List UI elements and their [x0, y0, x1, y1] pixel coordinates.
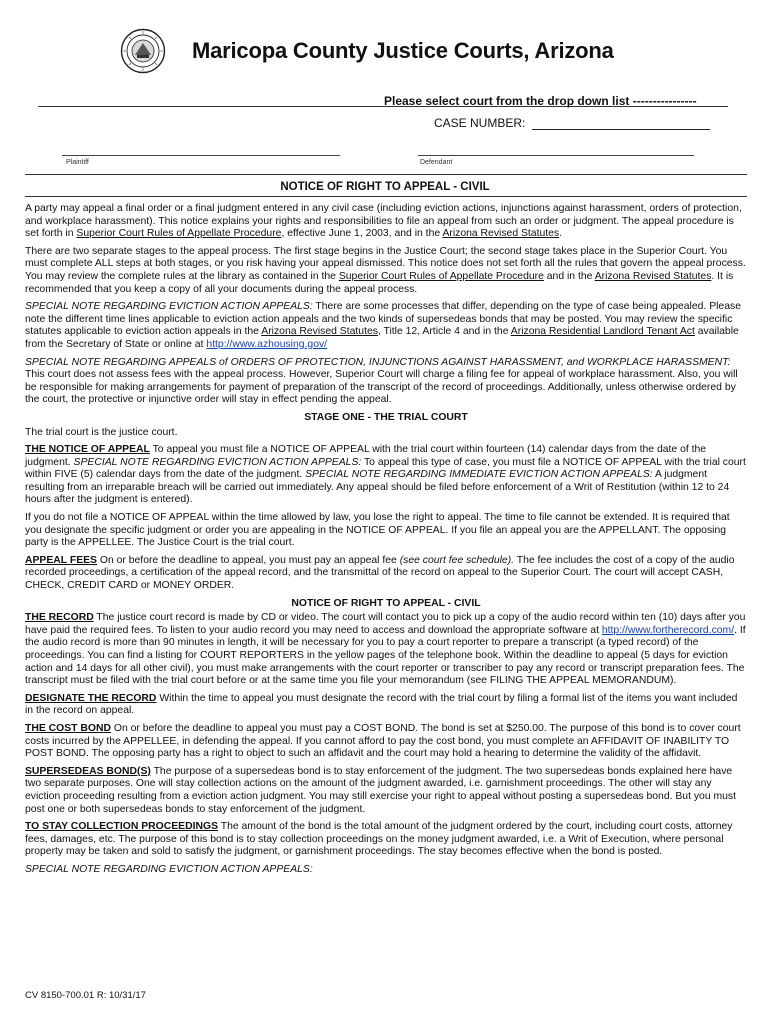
court-title: Maricopa County Justice Courts, Arizona	[192, 38, 614, 63]
appellate-rules-link[interactable]: Superior Court Rules of Appellate Procedure	[76, 228, 282, 240]
notice-body	[25, 203, 747, 882]
defendant-label: Defendant	[420, 159, 453, 166]
title-bottom-divider	[25, 196, 747, 197]
ars-link-2[interactable]: Arizona Revised Statutes	[594, 270, 712, 282]
designate-record-paragraph: DESIGNATE THE RECORD Within the time to appeal you must designate the record with the trial court by filing a formal list of the items you want included in the record on appeal.	[25, 692, 738, 717]
deadline-paragraph: If you do not file a NOTICE OF APPEAL within the time allowed by law, you lose the right to appeal. The time to file cannot be extended. It is required that you designate the specific judgment or order you are appealing in the NOTICE OF APPEAL. If you file an appeal you are the APPELLANT. The opposing party is the APPELLEE. The Justice Court is the trial court.	[25, 512, 730, 549]
plaintiff-field[interactable]	[62, 155, 340, 156]
appellate-rules-link-2[interactable]: Superior Court Rules of Appellate Procedure	[338, 270, 544, 282]
landlord-tenant-act-link[interactable]: Arizona Residential Landlord Tenant Act	[510, 326, 695, 338]
appeal-fees-paragraph: APPEAL FEES On or before the deadline to appeal, you must pay an appeal fee (see court fee schedule). The fee includes the cost of a copy of the audio recorded proceedings, a certification of the appeal record, and the transmittal of the record on appeal to the Superior Court. The court will accept CASH, CHECK, CREDIT CARD or MONEY ORDER.	[25, 554, 735, 592]
case-number-label: CASE NUMBER:	[434, 116, 526, 130]
notice-of-appeal-paragraph: THE NOTICE OF APPEAL To appeal you must file a NOTICE OF APPEAL with the trial court within fourteen (14) calendar days from the date of the judgment. SPECIAL NOTE REGARDING EVICTION ACTION APPEALS: To appeal this type of case, you must file a NOTICE OF APPEAL with the trial court within FIVE (5) calendar days from the date of the judgment. SPECIAL NOTE REGARDING IMMEDIATE EVICTION ACTION APPEALS: A judgment resulting from an irreparable breach will be carried out immediately. Any appeal should be filed before enforcement of a Writ of Restitution (within 12 to 24 hours after the judgment is entered).	[25, 444, 746, 506]
eviction-note-footer: SPECIAL NOTE REGARDING EVICTION ACTION APPEALS:	[25, 863, 313, 875]
stay-collection-paragraph: TO STAY COLLECTION PROCEEDINGS The amount of the bond is the total amount of the judgment ordered by the court, including court costs, attorney fees, damages, etc. The purpose of this bond is to stay collection proceedings on the money judgment awarded, i.e. a Writ of Execution, where personal property may be taken and sold to satisfy the judgment, or garnishment proceedings. The stay becomes effective when the bond is posted.	[25, 821, 733, 858]
ars-link[interactable]: Arizona Revised Statutes	[442, 228, 560, 240]
court-select-dropdown[interactable]: Please select court from the drop down list ----------------	[384, 94, 697, 108]
intro-paragraph: A party may appeal a final order or a final judgment entered in any civil case (including eviction actions, injunctions against harassment, orders of protection, and workplace harassment). This notice explains your rights and responsibilities to file an appeal from such an order or judgment. The appeal procedure is set forth in Superior Court Rules of Appellate Procedure, effective June 1, 2003, and in the Arizona Revised Statutes.	[25, 203, 742, 240]
stage-one-heading: STAGE ONE - THE TRIAL COURT	[304, 411, 468, 423]
fortherecord-url-link[interactable]: http://www.fortherecord.com/	[601, 624, 735, 636]
record-paragraph: THE RECORD The justice court record is made by CD or video. The court will contact you to pick up a copy of the audio record within ten (10) days after you have paid the required fees. To listen to your audio record you may need to access and download the appropriate software at http://www.fortherecord.com/. If the audio record is more than 90 minutes in length, it will be necessary for you to pay a court reporter to prepare a transcript (a typed record) of the proceedings. You can find a listing for COURT REPORTERS in the yellow pages of the telephone book. Within the deadline to appeal (5 days for eviction action and 14 days for all other civil), you must make arrangements with the court reporter or transcriber to pay any record or transcript preparation fees. The transcript must be filed with the trial court before or at the same time you file your memorandum (see FILING THE APPEAL MEMORANDUM).	[25, 612, 746, 687]
stages-paragraph: There are two separate stages to the appeal process. The first stage begins in the Justice Court; the second stage takes place in the Superior Court. You must complete ALL steps at both stages, or you risk having your appeal dismissed. This notice does not set forth all the rules that govern the appeal process. You may review the complete rules at the library as contained in the Superior Court Rules of Appellate Procedure and in the Arizona Revised Statutes. It is recommended that you keep a copy of all your documents during the appeal process.	[25, 245, 746, 295]
ars-link-3[interactable]: Arizona Revised Statutes	[261, 326, 378, 338]
county-seal-icon	[120, 28, 166, 74]
supersedeas-paragraph: SUPERSEDEAS BOND(S) The purpose of a supersedeas bond is to stay enforcement of the judgment. The two supersedeas bonds explained here have two separate purposes. One will stay collection actions on the amount of the judgment awarded, i.e. garnishment proceedings. The other will stay any eviction proceeding resulting from a eviction action judgment. You may still exercise your right to appeal without posting a supersedeas bond. But you must post one or both supersedeas bonds to stay enforcement of the judgment.	[25, 765, 737, 815]
plaintiff-label: Plaintiff	[66, 159, 89, 166]
notice-title: NOTICE OF RIGHT TO APPEAL - CIVIL	[280, 181, 490, 193]
eviction-note-paragraph: SPECIAL NOTE REGARDING EVICTION ACTION APPEALS: There are some processes that differ, depending on the type of case being appealed. Please note the different time lines applicable to eviction action appeals and the two kinds of supersedeas bonds that may be posted. You may review the specific statutes applicable to eviction action appeals in the Arizona Revised Statutes, Title 12, Article 4 and in the Arizona Residential Landlord Tenant Act available from the Secretary of State or online at http://www.azhousing.gov/	[25, 301, 741, 350]
defendant-field[interactable]	[418, 155, 694, 156]
azhousing-url-link[interactable]: http://www.azhousing.gov/	[206, 338, 328, 350]
title-top-divider	[25, 174, 747, 175]
cost-bond-paragraph: THE COST BOND On or before the deadline to appeal you must pay a COST BOND. The bond is set at $250.00. The purpose of this bond is to cover court costs incurred by the APPELLEE, in defending the appeal. If you cannot afford to pay the cost bond, you must complete an AFFIDAVIT OF INABILITY TO POST BOND. The opposing party has a right to object to such an affidavit and the court may hold a hearing to determine the validity of the affidavit.	[25, 722, 741, 760]
case-number-field[interactable]	[532, 129, 710, 130]
form-number: CV 8150-700.01 R: 10/31/17	[25, 990, 146, 1001]
notice-title-repeat: NOTICE OF RIGHT TO APPEAL - CIVIL	[291, 597, 481, 609]
trial-court-paragraph: The trial court is the justice court.	[25, 426, 178, 438]
protection-orders-paragraph: SPECIAL NOTE REGARDING APPEALS of ORDERS OF PROTECTION, INJUNCTIONS AGAINST HARASSMENT, and WORKPLACE HARASSMENT: This court does not assess fees with the appeal process. However, Superior Court will charge a filing fee for appeal of workplace harassment. Also, you will be responsible for making arrangements for payment of preparation of the transcript of the record of proceedings. Additionally, unless otherwise ordered by the court, the protective or injunctive order will stay in effect pending the appeal.	[25, 356, 738, 406]
